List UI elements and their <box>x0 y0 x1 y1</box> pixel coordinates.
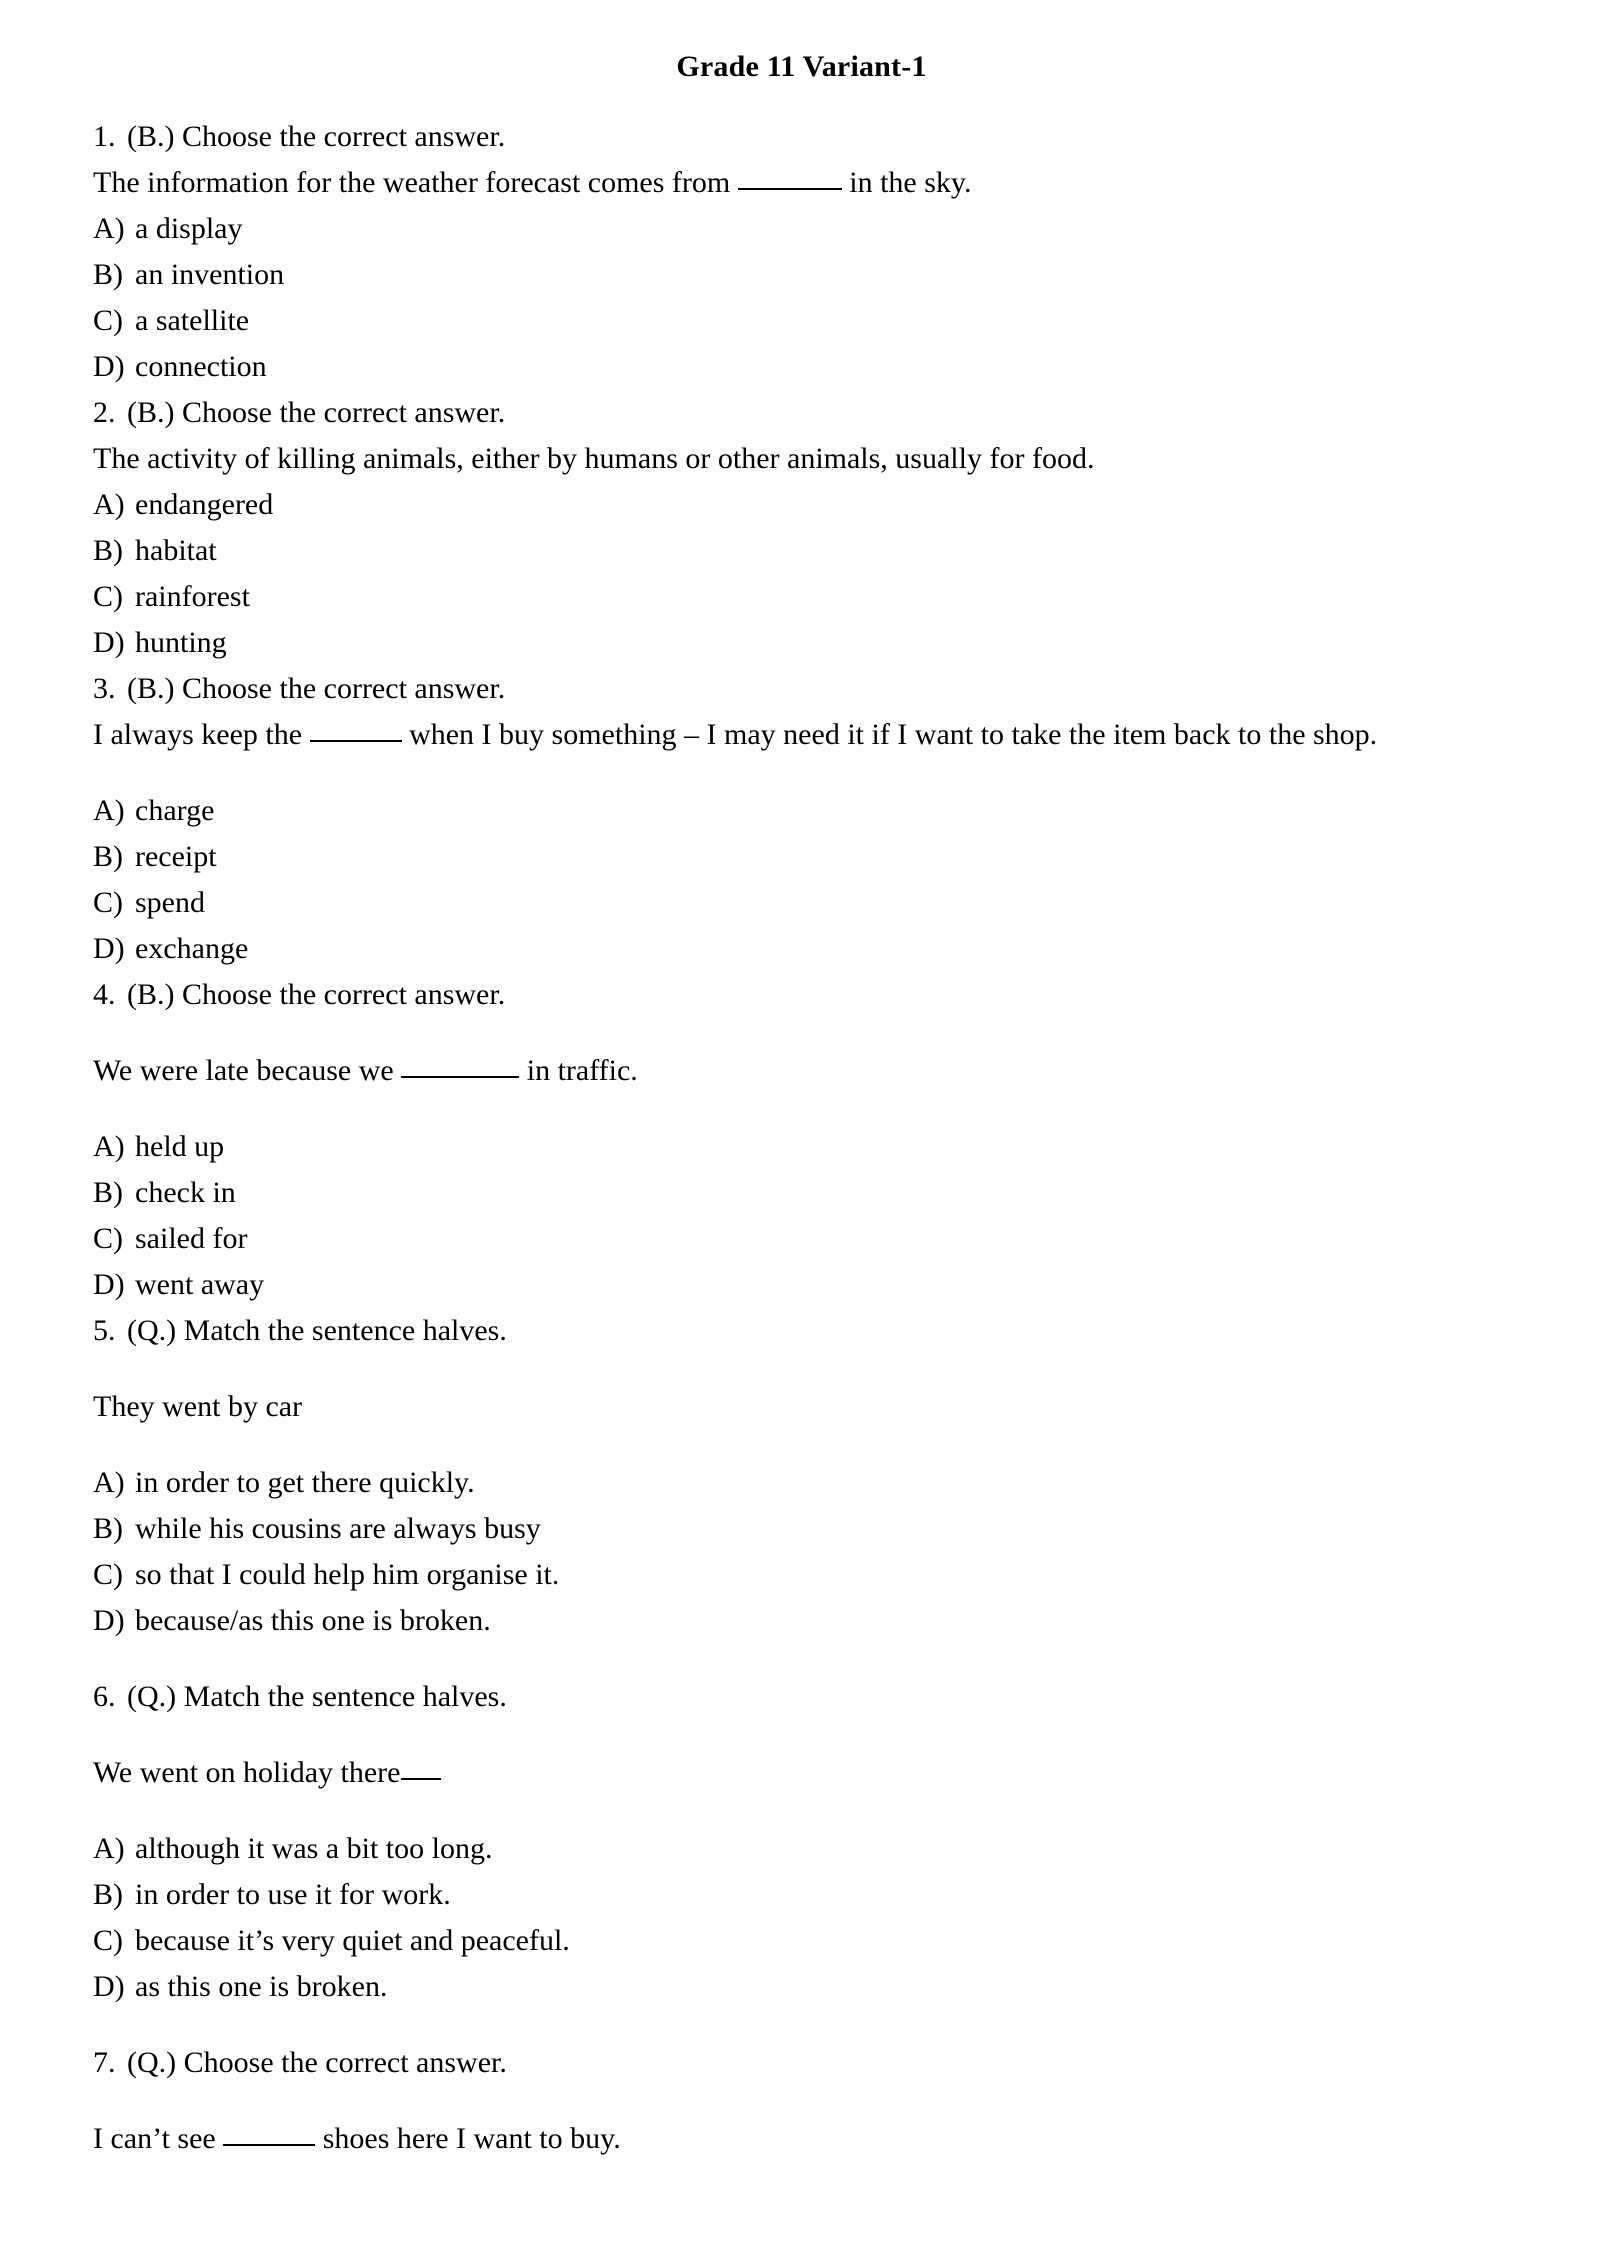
option-text: held up <box>135 1129 225 1163</box>
option-text: receipt <box>135 839 217 873</box>
question-prompt-text-3: (B.) Choose the correct answer. <box>127 671 506 705</box>
option-item[interactable] <box>93 880 1510 926</box>
option-item[interactable] <box>93 1826 1510 1872</box>
option-item[interactable] <box>93 206 1510 252</box>
question-number-3: 3. <box>93 671 116 705</box>
option-letter: C) <box>93 579 123 613</box>
option-item[interactable] <box>93 298 1510 344</box>
option-item[interactable] <box>93 252 1510 298</box>
option-letter: B) <box>93 1175 123 1209</box>
option-item[interactable] <box>93 1216 1510 1262</box>
answer-blank-7 <box>223 2120 315 2146</box>
question-block-6 <box>93 1644 1510 2010</box>
option-item[interactable] <box>93 620 1510 666</box>
spacer <box>93 2086 1510 2116</box>
option-letter: A) <box>93 211 125 245</box>
option-letter: D) <box>93 931 125 965</box>
option-text: in order to get there quickly. <box>135 1465 475 1499</box>
spacer <box>93 1018 1510 1048</box>
option-text: spend <box>135 885 205 919</box>
option-list-6 <box>93 1826 1510 2010</box>
stem-text-before-4: We were late because we <box>93 1053 394 1087</box>
option-text: a display <box>135 211 243 245</box>
option-text: because/as this one is broken. <box>135 1603 491 1637</box>
option-item[interactable] <box>93 482 1510 528</box>
option-letter: A) <box>93 1831 125 1865</box>
stem-text-before-5: They went by car <box>93 1389 303 1423</box>
question-prompt-2 <box>93 390 1510 436</box>
question-stem-1 <box>93 160 1510 206</box>
question-prompt-7 <box>93 2040 1510 2086</box>
option-list-1 <box>93 206 1510 390</box>
stem-text-after-7: shoes here I want to buy. <box>322 2121 621 2155</box>
option-item[interactable] <box>93 1964 1510 2010</box>
option-letter: A) <box>93 487 125 521</box>
question-prompt-text-6: (Q.) Match the sentence halves. <box>127 1679 507 1713</box>
option-letter: B) <box>93 839 123 873</box>
spacer <box>93 1720 1510 1750</box>
option-letter: D) <box>93 1603 125 1637</box>
option-text: an invention <box>135 257 285 291</box>
option-text: went away <box>135 1267 265 1301</box>
option-letter: D) <box>93 625 125 659</box>
option-text: exchange <box>135 931 249 965</box>
option-item[interactable] <box>93 1872 1510 1918</box>
stem-text-before-6: We went on holiday there <box>93 1755 401 1789</box>
question-block-5 <box>93 1308 1510 1644</box>
stem-text-after-1: in the sky. <box>849 165 972 199</box>
option-item[interactable] <box>93 1552 1510 1598</box>
question-number-1: 1. <box>93 119 116 153</box>
question-number-6: 6. <box>93 1679 116 1713</box>
option-letter: A) <box>93 793 125 827</box>
option-letter: D) <box>93 349 125 383</box>
option-letter: C) <box>93 1557 123 1591</box>
option-letter: C) <box>93 303 123 337</box>
question-stem-7 <box>93 2116 1510 2162</box>
spacer <box>93 1796 1510 1826</box>
answer-blank-3 <box>310 716 402 742</box>
question-stem-3 <box>93 712 1510 758</box>
question-block-7 <box>93 2010 1510 2162</box>
option-text: so that I could help him organise it. <box>135 1557 560 1591</box>
option-text: a satellite <box>135 303 250 337</box>
option-text: in order to use it for work. <box>135 1877 451 1911</box>
option-letter: D) <box>93 1969 125 2003</box>
stem-text-after-4: in traffic. <box>526 1053 638 1087</box>
question-prompt-3 <box>93 666 1510 712</box>
option-letter: C) <box>93 885 123 919</box>
option-item[interactable] <box>93 1262 1510 1308</box>
page-title: Grade 11 Variant-1 <box>676 50 927 83</box>
spacer <box>93 2010 1510 2040</box>
option-item[interactable] <box>93 1506 1510 1552</box>
stem-text-after-3: when I buy something – I may need it if I want to take the item back to the shop. <box>409 717 1378 751</box>
question-block-4 <box>93 972 1510 1308</box>
option-letter: C) <box>93 1923 123 1957</box>
stem-text-before-7: I can’t see <box>93 2121 216 2155</box>
stem-text-before-2: The activity of killing animals, either by humans or other animals, usually for food. <box>93 441 1095 475</box>
spacer <box>93 1644 1510 1674</box>
spacer <box>93 1430 1510 1460</box>
question-block-1 <box>93 114 1510 390</box>
answer-blank-6 <box>401 1754 441 1780</box>
option-letter: C) <box>93 1221 123 1255</box>
option-list-4 <box>93 1124 1510 1308</box>
question-stem-5 <box>93 1384 1510 1430</box>
option-text: habitat <box>135 533 217 567</box>
option-text: because it’s very quiet and peaceful. <box>135 1923 570 1957</box>
question-number-7: 7. <box>93 2045 116 2079</box>
option-item[interactable] <box>93 1918 1510 1964</box>
question-stem-6 <box>93 1750 1510 1796</box>
option-text: sailed for <box>135 1221 248 1255</box>
question-prompt-1 <box>93 114 1510 160</box>
option-item[interactable] <box>93 344 1510 390</box>
option-letter: A) <box>93 1129 125 1163</box>
option-list-2 <box>93 482 1510 666</box>
question-number-5: 5. <box>93 1313 116 1347</box>
option-letter: A) <box>93 1465 125 1499</box>
spacer <box>93 1094 1510 1124</box>
spacer <box>93 1354 1510 1384</box>
option-item[interactable] <box>93 1598 1510 1644</box>
option-text: while his cousins are always busy <box>135 1511 541 1545</box>
option-text: connection <box>135 349 267 383</box>
spacer <box>93 758 1510 788</box>
option-text: rainforest <box>135 579 250 613</box>
stem-text-before-3: I always keep the <box>93 717 303 751</box>
option-letter: D) <box>93 1267 125 1301</box>
option-list-5 <box>93 1460 1510 1644</box>
option-text: check in <box>135 1175 236 1209</box>
option-item[interactable] <box>93 926 1510 972</box>
question-prompt-text-7: (Q.) Choose the correct answer. <box>127 2045 507 2079</box>
option-item[interactable] <box>93 574 1510 620</box>
question-prompt-6 <box>93 1674 1510 1720</box>
question-prompt-text-5: (Q.) Match the sentence halves. <box>127 1313 507 1347</box>
option-letter: B) <box>93 533 123 567</box>
question-stem-4 <box>93 1048 1510 1094</box>
question-block-3 <box>93 666 1510 972</box>
option-item[interactable] <box>93 834 1510 880</box>
option-text: as this one is broken. <box>135 1969 388 2003</box>
option-text: endangered <box>135 487 274 521</box>
option-text: charge <box>135 793 215 827</box>
answer-blank-1 <box>738 164 842 190</box>
question-block-2 <box>93 390 1510 666</box>
option-item[interactable] <box>93 1170 1510 1216</box>
option-item[interactable] <box>93 528 1510 574</box>
option-letter: B) <box>93 1877 123 1911</box>
option-item[interactable] <box>93 1460 1510 1506</box>
question-prompt-text-1: (B.) Choose the correct answer. <box>127 119 506 153</box>
question-prompt-5 <box>93 1308 1510 1354</box>
question-number-2: 2. <box>93 395 116 429</box>
option-letter: B) <box>93 1511 123 1545</box>
question-prompt-text-4: (B.) Choose the correct answer. <box>127 977 506 1011</box>
question-prompt-text-2: (B.) Choose the correct answer. <box>127 395 506 429</box>
option-text: although it was a bit too long. <box>135 1831 493 1865</box>
stem-text-before-1: The information for the weather forecast comes from <box>93 165 731 199</box>
answer-blank-4 <box>401 1052 519 1078</box>
question-number-4: 4. <box>93 977 116 1011</box>
option-list-3 <box>93 788 1510 972</box>
option-item[interactable] <box>93 788 1510 834</box>
question-stem-2 <box>93 436 1510 482</box>
question-prompt-4 <box>93 972 1510 1018</box>
option-item[interactable] <box>93 1124 1510 1170</box>
option-letter: B) <box>93 257 123 291</box>
option-text: hunting <box>135 625 227 659</box>
